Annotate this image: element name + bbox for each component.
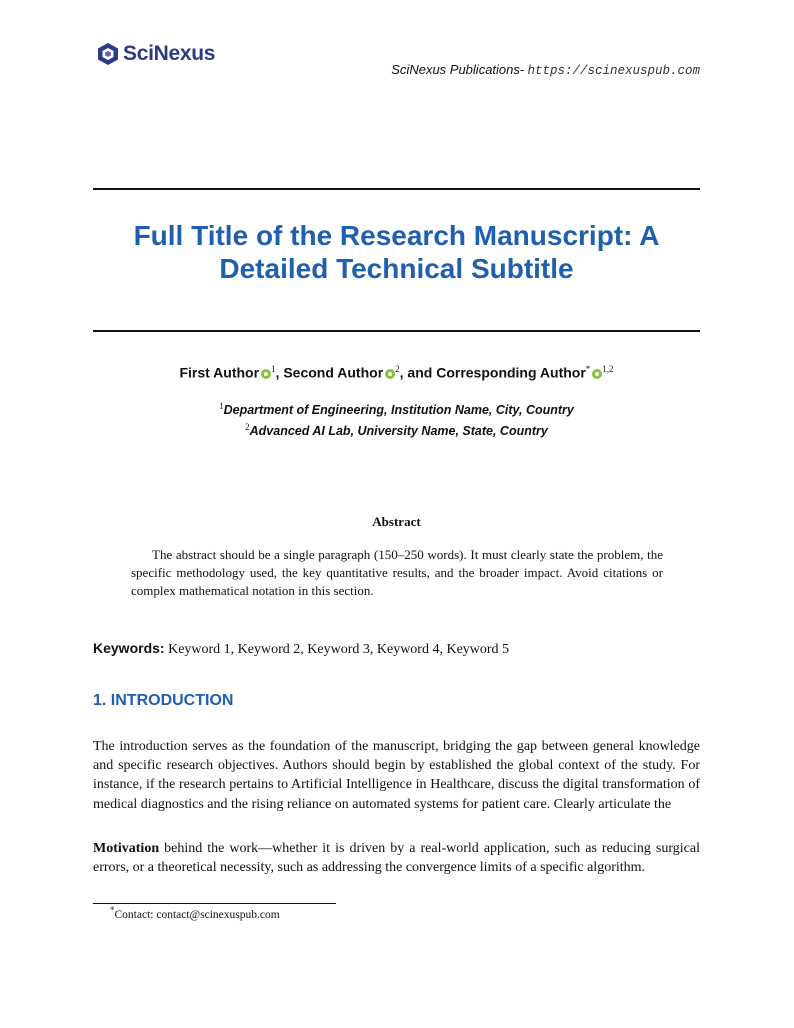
keywords-values: Keyword 1, Keyword 2, Keyword 3, Keyword 4, Keyword 5 (168, 642, 510, 657)
author-name: First Author (179, 364, 260, 381)
title-top-rule (93, 188, 700, 190)
keywords-label: Keywords: (93, 640, 165, 656)
orcid-icon[interactable] (385, 369, 395, 379)
section-heading-introduction: 1. INTRODUCTION (93, 692, 234, 709)
title-line-2: Detailed Technical Subtitle (219, 253, 574, 284)
introduction-paragraph-2 (93, 839, 700, 877)
affiliation-text: Advanced AI Lab, University Name, State, Country (249, 424, 548, 439)
paper-title (93, 219, 700, 285)
title-line-1: Full Title of the Research Manuscript: A (133, 220, 660, 251)
keywords (93, 640, 509, 658)
hexagon-logo-icon (97, 42, 119, 66)
author-separator: , and (399, 364, 437, 381)
introduction-paragraph-1: The introduction serves as the foundation of the manuscript, bridging the gap between general knowledge and specific research objectives. Authors should begin by established the global context of the study. For instance, if the research pertains to Artificial Intelligence in Healthcare, discuss the digital transformation of medical diagnostics and the rising reliance on automated systems for patient care. Clearly articulate the (93, 739, 700, 812)
author-affil-mark: 1,2 (602, 364, 614, 374)
affiliations (93, 398, 700, 440)
author-name: Second Author (283, 364, 384, 381)
author-name: Corresponding Author (436, 364, 586, 381)
footnote (110, 905, 280, 921)
publisher-url[interactable]: https://scinexuspub.com (527, 64, 700, 78)
logo-text: SciNexus (123, 42, 216, 65)
affiliation-2 (93, 419, 700, 440)
author-affil-mark: 2 (395, 364, 400, 374)
running-header (391, 62, 700, 78)
publisher-name: SciNexus Publications- (391, 62, 525, 77)
orcid-icon[interactable] (261, 369, 271, 379)
abstract-body: The abstract should be a single paragraph (150–250 words). It must clearly state the problem, the specific methodology used, the key quantitative results, and the broader impact. Avoid citations or complex mathematical notation in this section. (131, 547, 663, 598)
footnote-text: Contact: contact@scinexuspub.com (114, 908, 280, 921)
paragraph-text: behind the work—whether it is driven by a real-world application, such as reducing surgical errors, or a theoretical necessity, such as addressing the convergence limits of a specific algorithm. (93, 841, 700, 876)
abstract-heading: Abstract (372, 514, 421, 529)
author-separator: , (275, 364, 284, 381)
motivation-term: Motivation (93, 841, 160, 856)
author-list (93, 364, 700, 381)
affiliation-1 (93, 398, 700, 419)
footnote-mark: * (110, 905, 115, 915)
footnote-rule (93, 903, 336, 904)
title-bottom-rule (93, 330, 700, 332)
publisher-logo (97, 42, 215, 66)
affiliation-number: 2 (245, 422, 250, 433)
affiliation-number: 1 (219, 401, 224, 411)
author-affil-mark: 1 (271, 364, 276, 374)
orcid-icon[interactable] (592, 369, 602, 379)
affiliation-text: Department of Engineering, Institution Name, City, Country (223, 403, 574, 418)
corresponding-star: * (585, 364, 591, 374)
